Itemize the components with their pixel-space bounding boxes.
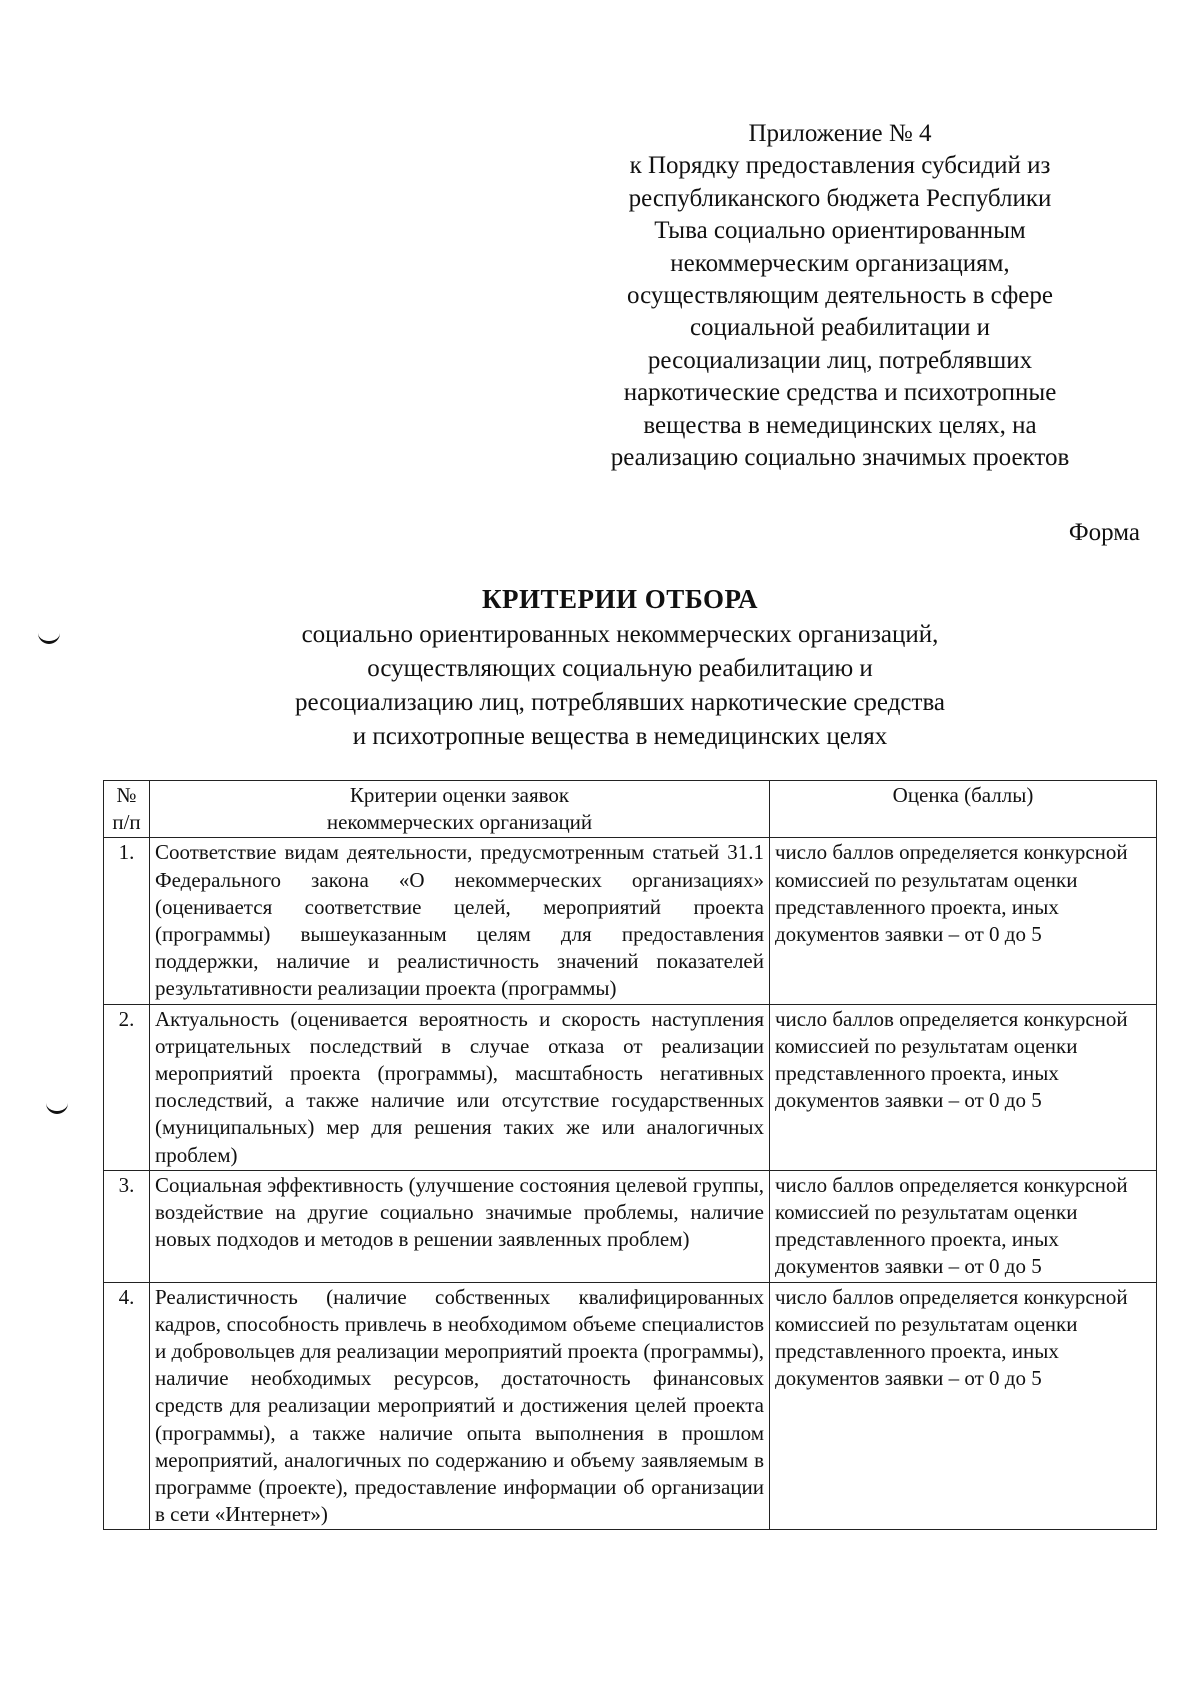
row-number: 2.	[104, 1004, 150, 1170]
subtitle-line: социально ориентированных некоммерческих организаций,	[301, 621, 939, 648]
header-criteria	[150, 781, 770, 838]
annex-line: реализацию социально значимых проектов	[610, 444, 1070, 472]
table-header-row	[104, 781, 1157, 838]
row-criteria: Реалистичность (наличие собственных квалифицированных кадров, способность привлечь в необходимом объеме специалистов и добровольцев для реализации мероприятий проекта (программы), наличие необходимых ресурсов, достаточность финансовых средств для реализации мероприятий и достижения целей проекта (программы), а также наличие опыта выполнения в прошлом мероприятий, аналогичных по содержанию и объему заявляемым в программе (проекте), предоставление информации об организации в сети «Интернет»)	[150, 1282, 770, 1530]
row-criteria: Соответствие видам деятельности, предусмотренным статьей 31.1 Федерального закона «О некоммерческих организациях» (оценивается соответствие целей, мероприятий проекта (программы) вышеуказанным целям для предоставления поддержки, наличие и реалистичность значений показателей результативности реализации проекта (программы)	[150, 838, 770, 1004]
subtitle-line: и психотропные вещества в немедицинских целях	[352, 723, 888, 750]
criteria-table	[103, 780, 1157, 1530]
row-criteria: Социальная эффективность (улучшение состояния целевой группы, воздействие на другие социально значимые проблемы, наличие новых подходов и методов в решении заявленных проблем)	[150, 1170, 770, 1282]
subtitle-line: осуществляющих социальную реабилитацию и	[367, 655, 873, 682]
table-row	[104, 1004, 1157, 1170]
header-criteria-line: некоммерческих организаций	[326, 810, 593, 835]
margin-mark	[38, 631, 60, 644]
annex-line: вещества в немедицинских целях, на	[643, 411, 1037, 439]
row-number: 3.	[104, 1170, 150, 1282]
annex-line: наркотические средства и психотропные	[623, 379, 1057, 407]
annex-line: Тыва социально ориентированным	[654, 217, 1026, 245]
document-subtitle	[120, 618, 1120, 754]
annex-line: к Порядку предоставления субсидий из	[629, 152, 1051, 180]
table-row	[104, 838, 1157, 1004]
header-criteria-line: Критерии оценки заявок	[349, 783, 570, 807]
row-score: число баллов определяется конкурсной комиссией по результатам оценки представленного проекта, иных документов заявки – от 0 до 5	[770, 1004, 1157, 1170]
annex-line: ресоциализации лиц, потреблявших	[647, 346, 1033, 374]
annex-line: Приложение № 4	[748, 120, 932, 147]
row-criteria: Актуальность (оценивается вероятность и скорость наступления отрицательных последствий в случае отказа от реализации мероприятий проекта (программы), масштабность негативных последствий, а также наличие или отсутствие государственных (муниципальных) мер для решения таких же или аналогичных проблем)	[150, 1004, 770, 1170]
header-score: Оценка (баллы)	[770, 781, 1157, 838]
annex-line: осуществляющим деятельность в сфере	[627, 282, 1053, 310]
annex-line: республиканского бюджета Республики	[628, 184, 1052, 212]
row-score: число баллов определяется конкурсной комиссией по результатам оценки представленного проекта, иных документов заявки – от 0 до 5	[770, 1170, 1157, 1282]
margin-mark	[46, 1101, 68, 1114]
row-score: число баллов определяется конкурсной комиссией по результатам оценки представленного проекта, иных документов заявки – от 0 до 5	[770, 838, 1157, 1004]
table-row	[104, 1282, 1157, 1530]
header-number-line: №	[116, 783, 137, 807]
header-number-line: п/п	[112, 810, 141, 835]
form-label: Форма	[1068, 519, 1140, 546]
header-number	[104, 781, 150, 838]
row-number: 1.	[104, 838, 150, 1004]
row-number: 4.	[104, 1282, 150, 1530]
table-row	[104, 1170, 1157, 1282]
annex-block	[590, 118, 1090, 474]
row-score: число баллов определяется конкурсной комиссией по результатам оценки представленного проекта, иных документов заявки – от 0 до 5	[770, 1282, 1157, 1530]
annex-line: некоммерческим организациям,	[670, 249, 1010, 277]
document-title: КРИТЕРИИ ОТБОРА	[481, 584, 759, 614]
subtitle-line: ресоциализацию лиц, потреблявших наркотические средства	[294, 689, 946, 716]
annex-line: социальной реабилитации и	[689, 314, 991, 342]
